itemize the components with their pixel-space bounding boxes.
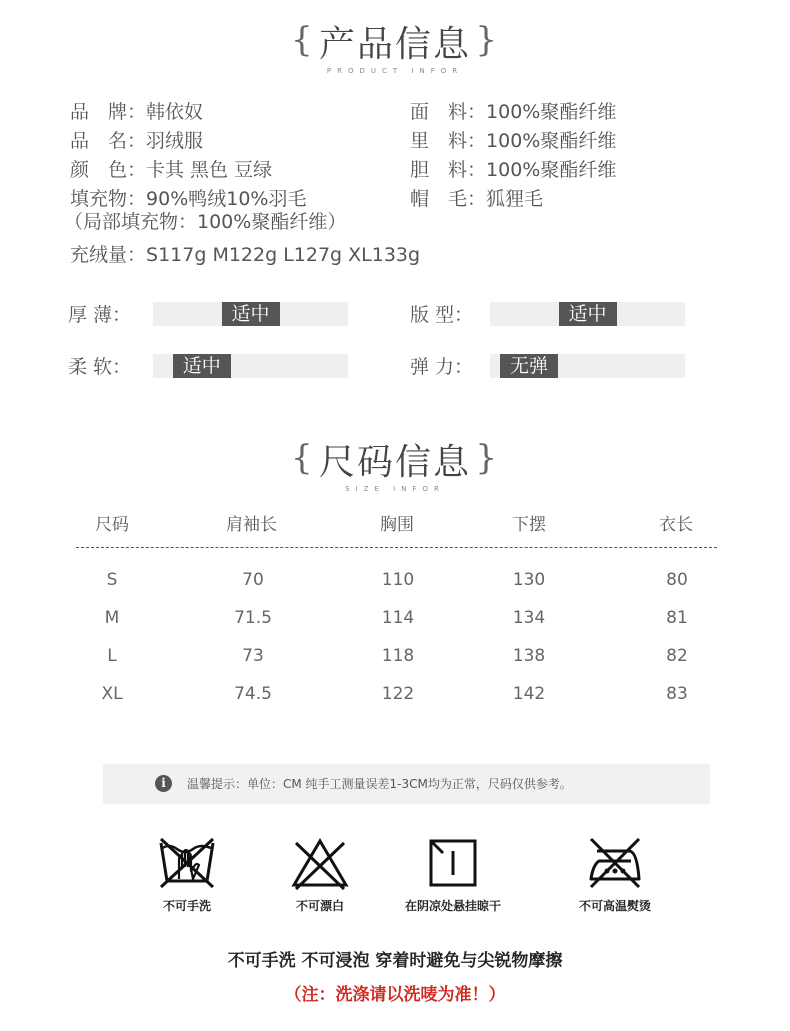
info-brand: 品 牌：韩依奴 (70, 101, 204, 123)
info-hood-fur: 帽 毛：狐狸毛 (410, 188, 544, 210)
attr-bar-elasticity (490, 354, 685, 378)
care-label: 在阴凉处悬挂晾干 (404, 899, 501, 913)
shade-hang-dry-icon (423, 835, 483, 891)
attr-bar-softness (153, 354, 348, 378)
left-brace: { (290, 20, 315, 60)
table-cell: 118 (381, 646, 415, 666)
no-hand-wash-icon (157, 835, 217, 891)
table-header-chest: 胸围 (380, 515, 414, 535)
no-high-temp-iron-icon (585, 835, 645, 891)
info-inner-shell: 胆 料：100%聚酯纤维 (410, 159, 617, 181)
attr-tag-thickness: 适中 (222, 302, 280, 326)
care-note: 不可手洗 不可浸泡 穿着时避免与尖锐物摩擦 (227, 951, 563, 971)
wash-label-note: （注：洗涤请以洗唛为准！） (284, 985, 506, 1005)
table-cell: 80 (666, 570, 688, 590)
attr-label-thickness: 厚 薄： (68, 304, 132, 326)
info-lining: 里 料：100%聚酯纤维 (410, 130, 617, 152)
table-cell: 74.5 (234, 684, 272, 704)
info-fill-weight: 充绒量：S117g M122g L127g XL133g (70, 244, 421, 266)
info-colors: 颜 色：卡其 黑色 豆绿 (70, 159, 273, 181)
table-cell: 122 (381, 684, 415, 704)
product-section-title: 产品信息 (318, 24, 471, 65)
table-cell: 73 (242, 646, 264, 666)
table-cell: 70 (242, 570, 264, 590)
attr-tag-fit: 适中 (559, 302, 617, 326)
right-brace: } (475, 438, 499, 478)
table-cell: 71.5 (234, 608, 272, 628)
no-bleach-icon (290, 835, 350, 891)
care-label: 不可高温熨烫 (578, 899, 651, 913)
table-cell: 83 (666, 684, 688, 704)
size-section-subtitle: SIZE INFOR (345, 485, 445, 493)
table-cell: 114 (381, 608, 415, 628)
care-no-high-temp-iron (560, 835, 670, 914)
attr-label-fit: 版 型： (410, 304, 474, 326)
table-cell: 130 (512, 570, 546, 590)
care-no-hand-wash (132, 835, 242, 914)
table-cell: 134 (512, 608, 546, 628)
table-divider (76, 547, 717, 548)
table-cell: 110 (381, 570, 415, 590)
care-no-bleach (265, 835, 375, 914)
table-header-size: 尺码 (95, 515, 129, 535)
table-cell: 142 (512, 684, 546, 704)
right-brace: } (475, 20, 499, 60)
table-cell: L (107, 646, 117, 666)
info-filling: 填充物：90%鸭绒10%羽毛 (70, 188, 307, 210)
attr-label-elasticity: 弹 力： (410, 356, 474, 378)
tip-text: 温馨提示：单位：CM 纯手工测量误差1-3CM均为正常，尺码仅供参考。 (187, 777, 572, 791)
size-section-title: 尺码信息 (318, 442, 471, 483)
table-header-length: 衣长 (659, 515, 693, 535)
table-cell: 138 (512, 646, 546, 666)
product-section-heading (0, 16, 790, 75)
care-label: 不可漂白 (295, 899, 344, 913)
table-cell: XL (101, 684, 123, 704)
attr-label-softness: 柔 软： (68, 356, 132, 378)
table-cell: M (104, 608, 120, 628)
info-product-name: 品 名：羽绒服 (70, 130, 204, 152)
table-cell: 81 (666, 608, 688, 628)
table-header-hem: 下摆 (512, 515, 546, 535)
table-header-sleeve: 肩袖长 (226, 515, 277, 535)
table-cell: 82 (666, 646, 688, 666)
attr-bar-fit (490, 302, 685, 326)
attr-bar-thickness (153, 302, 348, 326)
info-icon: i (155, 775, 172, 792)
attr-tag-softness: 适中 (173, 354, 231, 378)
attr-tag-elasticity: 无弹 (500, 354, 558, 378)
info-partial-filling: （局部填充物：100%聚酯纤维） (64, 211, 347, 233)
measurement-tip (103, 764, 710, 804)
care-label: 不可手洗 (162, 899, 211, 913)
size-section-heading (0, 434, 790, 493)
info-outer-fabric: 面 料：100%聚酯纤维 (410, 101, 617, 123)
table-cell: S (106, 570, 118, 590)
care-shade-hang-dry (398, 835, 508, 914)
product-section-subtitle: PRODUCT INFOR (326, 67, 464, 75)
left-brace: { (290, 438, 315, 478)
